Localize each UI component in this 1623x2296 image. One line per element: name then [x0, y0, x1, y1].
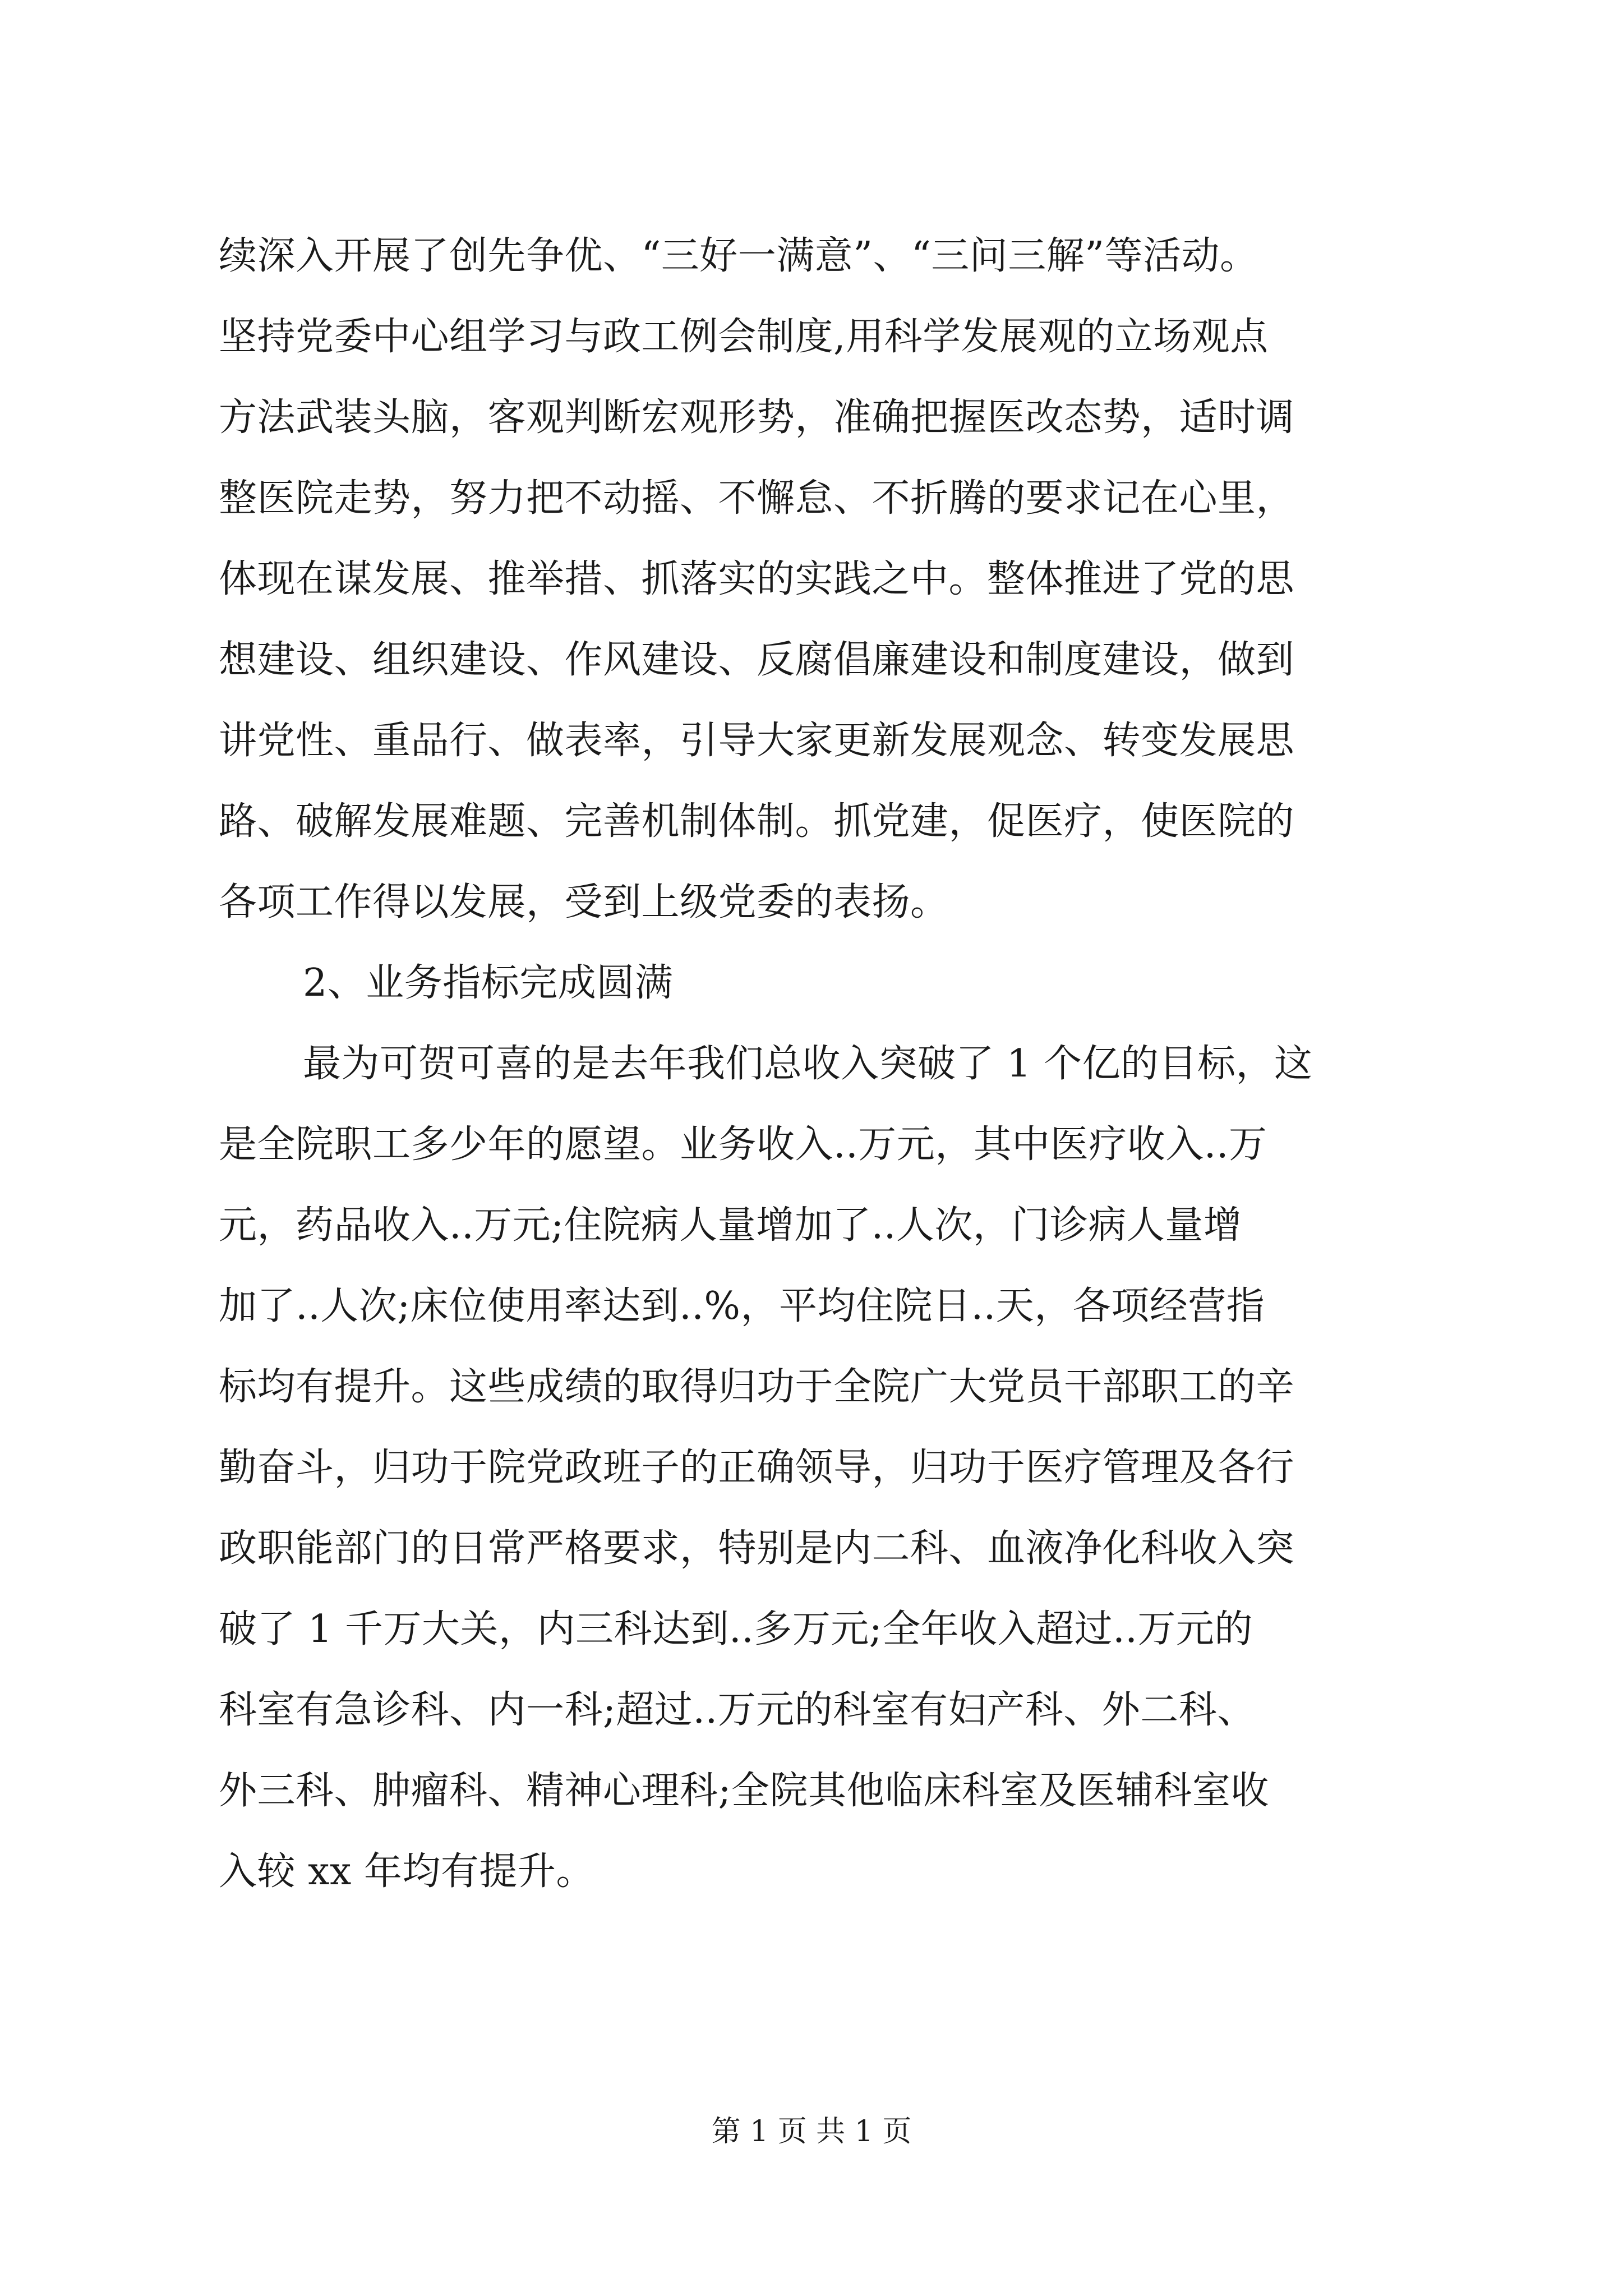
paragraph-line: 勤奋斗，归功于院党政班子的正确领导，归功于医疗管理及各行 [219, 1446, 1295, 1490]
paragraph-line: 外三科、肿瘤科、精神心理科;全院其他临床科室及医辅科室收 [219, 1769, 1269, 1813]
paragraph-line: 科室有急诊科、内一科;超过..万元的科室有妇产科、外二科、 [219, 1688, 1256, 1732]
paragraph-line: 入较 xx 年均有提升。 [219, 1849, 594, 1894]
section-heading: 2、业务指标完成圆满 [303, 961, 674, 1005]
paragraph-line: 讲党性、重品行、做表率，引导大家更新发展观念、转变发展思 [219, 719, 1295, 763]
paragraph-line: 想建设、组织建设、作风建设、反腐倡廉建设和制度建设，做到 [219, 638, 1295, 682]
paragraph-line: 加了..人次;床位使用率达到..%，平均住院日..天，各项经营指 [219, 1284, 1265, 1328]
paragraph-line: 破了 1 千万大关，内三科达到..多万元;全年收入超过..万元的 [219, 1607, 1253, 1651]
document-body [219, 216, 1424, 1912]
paragraph-line: 各项工作得以发展，受到上级党委的表扬。 [219, 880, 949, 924]
paragraph-line: 路、破解发展难题、完善机制体制。抓党建，促医疗，使医院的 [219, 799, 1295, 844]
paragraph-line: 元，药品收入..万元;住院病人量增加了..人次，门诊病人量增 [219, 1203, 1242, 1248]
paragraph-line: 标均有提升。这些成绩的取得归功于全院广大党员干部职工的辛 [219, 1365, 1295, 1409]
paragraph-line: 续深入开展了创先争优、“三好一满意”、“三问三解”等活动。 [219, 234, 1258, 278]
paragraph-line: 最为可贺可喜的是去年我们总收入突破了 1 个亿的目标，这 [303, 1042, 1313, 1086]
paragraph-line: 是全院职工多少年的愿望。业务收入..万元，其中医疗收入..万 [219, 1122, 1267, 1167]
paragraph-line: 方法武装头脑，客观判断宏观形势，准确把握医改态势，适时调 [219, 395, 1295, 440]
paragraph-line: 坚持党委中心组学习与政工例会制度,用科学发展观的立场观点 [219, 315, 1269, 359]
page-number-footer: 第 1 页 共 1 页 [711, 2115, 912, 2148]
paragraph-line: 政职能部门的日常严格要求，特别是内二科、血液净化科收入突 [219, 1526, 1295, 1571]
paragraph-line: 体现在谋发展、推举措、抓落实的实践之中。整体推进了党的思 [219, 557, 1295, 601]
paragraph-line: 整医院走势，努力把不动摇、不懈怠、不折腾的要求记在心里， [219, 476, 1295, 521]
